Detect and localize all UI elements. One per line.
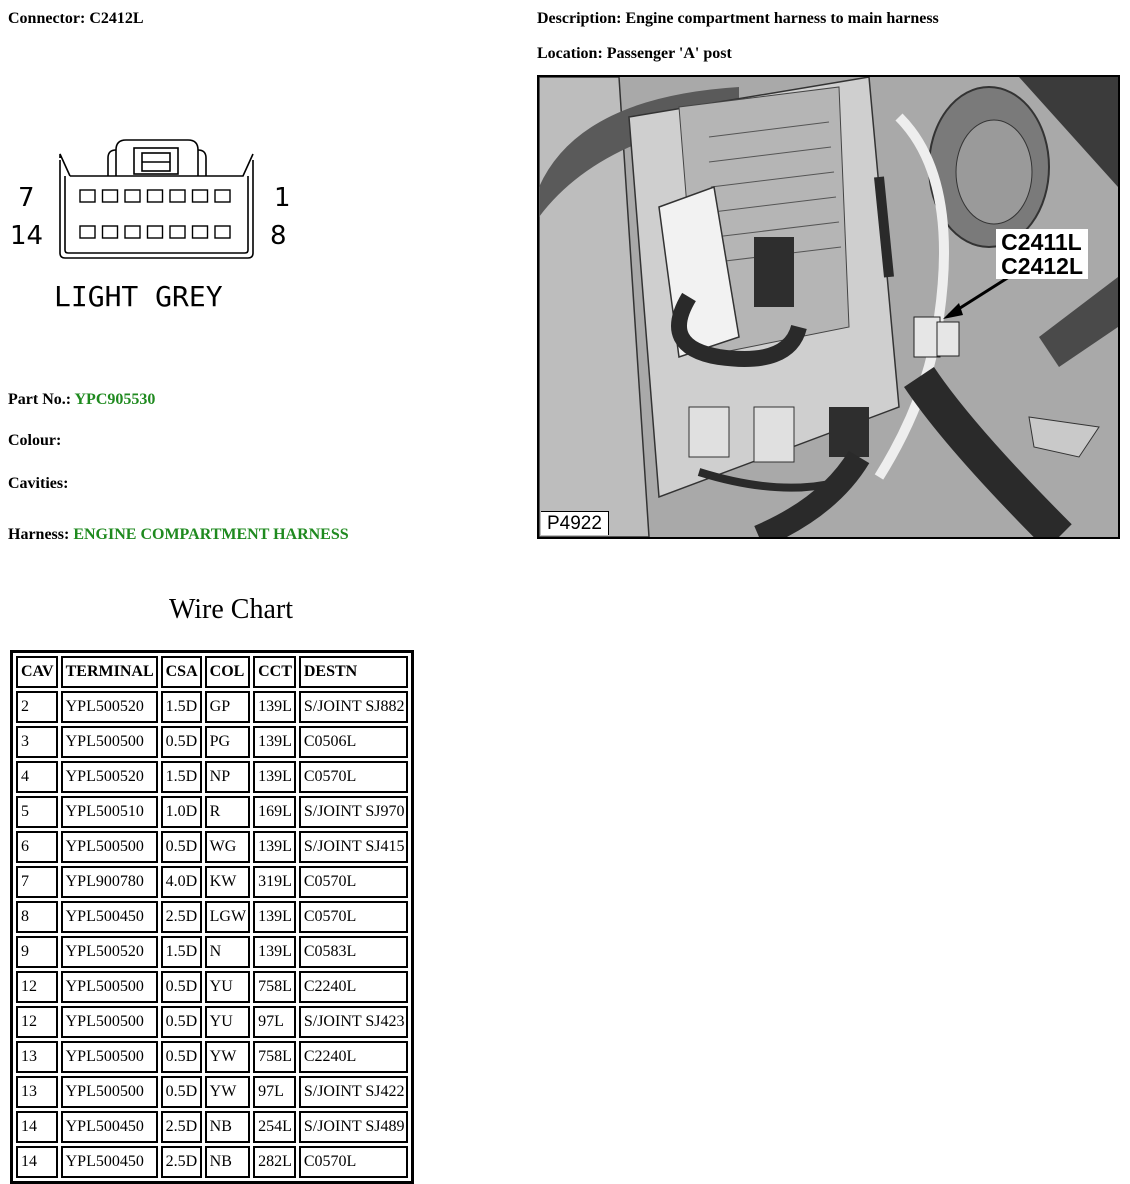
table-cell: S/JOINT SJ423 [299,1006,409,1038]
table-cell: 758L [253,971,296,1003]
table-cell: 2.5D [161,901,202,933]
table-cell: 139L [253,901,296,933]
table-cell: S/JOINT SJ882 [299,691,409,723]
table-row [16,726,408,758]
table-cell: 139L [253,726,296,758]
connector-callout [996,229,1088,279]
table-row [16,1041,408,1073]
connector-id [8,10,144,28]
table-cell: 2 [16,691,58,723]
table-cell: YPL500450 [61,1111,158,1143]
table-cell: C0570L [299,761,409,793]
table-cell: GP [205,691,250,723]
harness-value: ENGINE COMPARTMENT HARNESS [73,526,349,543]
table-cell: C2240L [299,1041,409,1073]
table-cell: 0.5D [161,1041,202,1073]
cavity-outline [125,190,140,202]
cavity-outline [103,190,118,202]
location-photo [537,75,1120,539]
cavity-outline [103,226,118,238]
table-cell: 319L [253,866,296,898]
table-cell: YU [205,1006,250,1038]
table-row [16,1146,408,1178]
table-cell: 758L [253,1041,296,1073]
table-cell: 3 [16,726,58,758]
table-cell: YPL500450 [61,1146,158,1178]
pin-label-14: 14 [10,221,44,251]
table-cell: N [205,936,250,968]
connector-value: C2412L [89,10,144,27]
cavity-outline [148,226,163,238]
table-cell: YU [205,971,250,1003]
cavity-outline [125,226,140,238]
table-cell: 97L [253,1076,296,1108]
table-cell: 14 [16,1111,58,1143]
cavity-outline [80,190,95,202]
table-cell: YPL500520 [61,761,158,793]
pin-label-1: 1 [274,183,291,213]
connector-face-diagram [8,128,298,328]
table-cell: 0.5D [161,971,202,1003]
table-row [16,1006,408,1038]
table-cell: YPL500500 [61,726,158,758]
table-row [16,1076,408,1108]
table-cell: NB [205,1146,250,1178]
table-cell: 1.5D [161,761,202,793]
table-row [16,971,408,1003]
callout-line-1: C2411L [1001,229,1082,255]
table-cell: 169L [253,796,296,828]
table-cell: 1.5D [161,691,202,723]
cavity-outline [148,190,163,202]
harness-label: Harness: [8,526,70,543]
table-cell: YW [205,1041,250,1073]
table-cell: C2240L [299,971,409,1003]
location-value: Passenger 'A' post [606,45,732,62]
column-header: CSA [161,656,202,688]
table-cell: YPL500450 [61,901,158,933]
wire-chart-table [10,650,414,1184]
connector-label: Connector: [8,10,86,27]
wire-chart-title: Wire Chart [168,594,294,625]
table-cell: 139L [253,761,296,793]
part-number-label: Part No.: [8,391,72,408]
table-cell: 0.5D [161,831,202,863]
table-cell: 9 [16,936,58,968]
connector-face-drawing [8,128,298,328]
table-cell: C0506L [299,726,409,758]
table-cell: 5 [16,796,58,828]
table-cell: YPL500500 [61,1076,158,1108]
table-cell: C0570L [299,866,409,898]
table-cell: 0.5D [161,1006,202,1038]
table-cell: YPL500500 [61,1041,158,1073]
table-cell: S/JOINT SJ970 [299,796,409,828]
table-cell: 0.5D [161,726,202,758]
colour-label: Colour: [8,432,62,449]
table-cell: 6 [16,831,58,863]
column-header: TERMINAL [61,656,158,688]
table-cell: 2.5D [161,1111,202,1143]
table-row [16,796,408,828]
table-cell: 14 [16,1146,58,1178]
table-cell: C0583L [299,936,409,968]
cavity-outline [80,226,95,238]
connector-colour-caption: LIGHT GREY [54,280,223,313]
table-header-row [16,656,408,688]
table-cell: S/JOINT SJ415 [299,831,409,863]
column-header: CAV [16,656,58,688]
table-cell: 12 [16,1006,58,1038]
column-header: CCT [253,656,296,688]
table-row [16,866,408,898]
cavity-outline [215,190,230,202]
table-row [16,1111,408,1143]
column-header: COL [205,656,250,688]
cavities-field [8,475,68,493]
location-label: Location: [537,45,603,62]
table-cell: 1.0D [161,796,202,828]
table-cell: 139L [253,691,296,723]
table-cell: NP [205,761,250,793]
table-cell: 13 [16,1076,58,1108]
table-cell: 0.5D [161,1076,202,1108]
table-cell: PG [205,726,250,758]
table-row [16,691,408,723]
description-label: Description: [537,10,622,27]
cavity-outline [170,190,185,202]
table-cell: YPL900780 [61,866,158,898]
table-cell: S/JOINT SJ489 [299,1111,409,1143]
table-cell: YPL500500 [61,831,158,863]
pin-label-8: 8 [270,221,287,251]
table-cell: YPL500510 [61,796,158,828]
harness-field [8,526,349,544]
pin-label-7: 7 [18,183,35,213]
table-cell: YPL500500 [61,971,158,1003]
table-cell: 139L [253,831,296,863]
cavities-label: Cavities: [8,475,69,492]
table-cell: 282L [253,1146,296,1178]
table-cell: WG [205,831,250,863]
table-cell: C0570L [299,901,409,933]
vehicle-interior-illustration [539,77,1118,537]
table-cell: 97L [253,1006,296,1038]
table-cell: YPL500500 [61,1006,158,1038]
table-cell: YPL500520 [61,691,158,723]
table-cell: 2.5D [161,1146,202,1178]
table-cell: 254L [253,1111,296,1143]
table-cell: R [205,796,250,828]
table-cell: NB [205,1111,250,1143]
description-value: Engine compartment harness to main harness [625,10,939,27]
description [537,10,939,28]
part-number-value: YPC905530 [74,391,156,408]
table-cell: C0570L [299,1146,409,1178]
table-cell: YPL500520 [61,936,158,968]
table-row [16,936,408,968]
table-cell: 4 [16,761,58,793]
table-cell: KW [205,866,250,898]
cavity-outline [193,190,208,202]
table-cell: 139L [253,936,296,968]
table-row [16,901,408,933]
cavity-outline [193,226,208,238]
table-row [16,761,408,793]
location [537,45,732,63]
table-cell: LGW [205,901,250,933]
table-cell: 13 [16,1041,58,1073]
table-cell: 8 [16,901,58,933]
column-header: DESTN [299,656,409,688]
table-cell: 7 [16,866,58,898]
callout-line-2: C2412L [1001,253,1083,279]
table-row [16,831,408,863]
wire-chart-body [16,691,408,1178]
part-number [8,391,155,409]
colour-field [8,432,61,450]
table-cell: S/JOINT SJ422 [299,1076,409,1108]
photo-id: P4922 [541,511,609,535]
table-cell: 1.5D [161,936,202,968]
table-cell: 12 [16,971,58,1003]
cavity-outline [215,226,230,238]
cavity-outline [170,226,185,238]
table-cell: YW [205,1076,250,1108]
table-cell: 4.0D [161,866,202,898]
